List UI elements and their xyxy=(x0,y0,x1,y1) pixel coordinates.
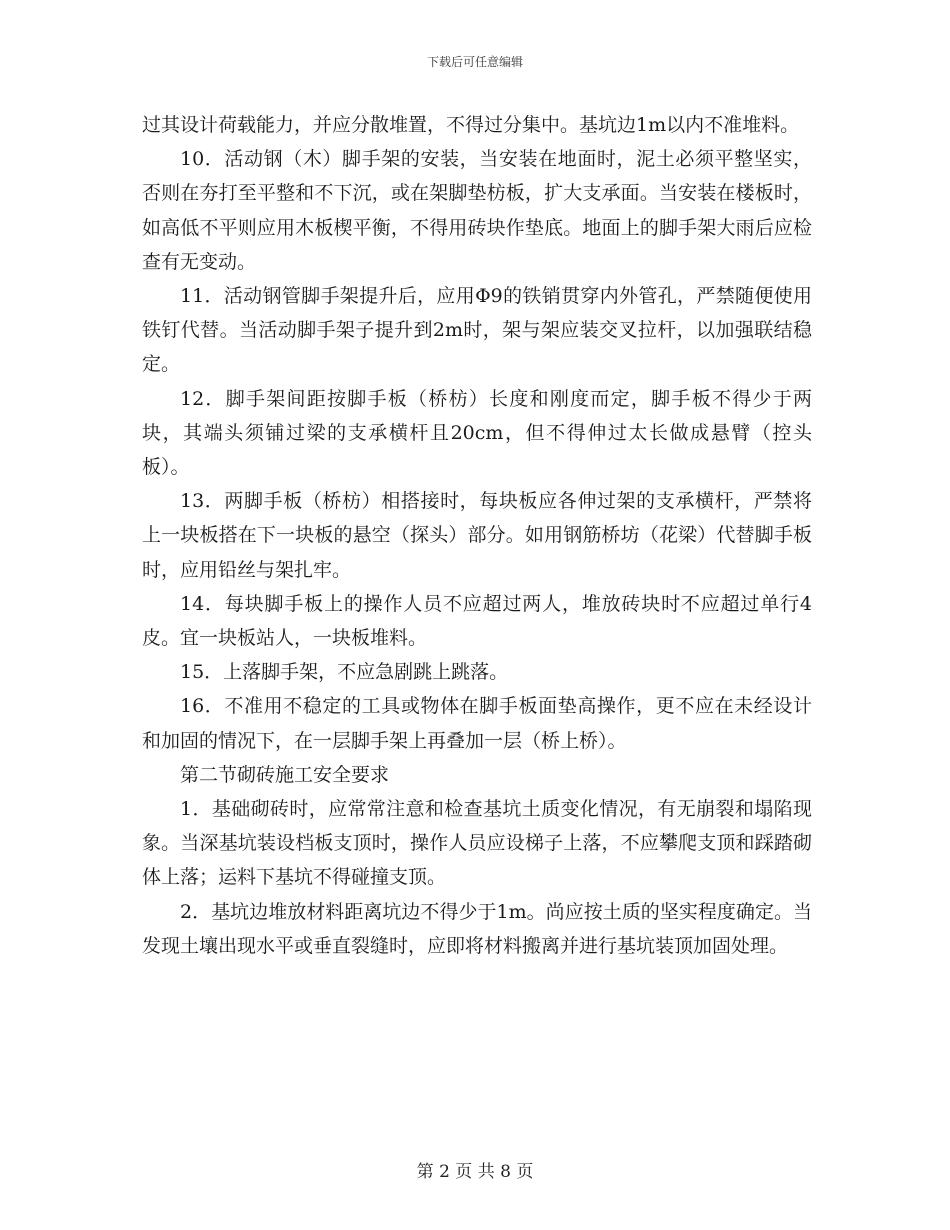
paragraph: 12．脚手架间距按脚手板（桥枋）长度和刚度而定，脚手板不得少于两块，其端头须铺过梁的支承横杆且20cm，但不得伸过太长做成悬臂（控头板）。 xyxy=(142,387,812,479)
paragraph: 11．活动钢管脚手架提升后，应用Φ9的铁销贯穿内外管孔，严禁随便使用铁钉代替。当活动脚手架子提升到2m时，架与架应装交叉拉杆，以加强联结稳定。 xyxy=(142,285,812,376)
page-header: 下载后可任意编辑 xyxy=(426,55,523,69)
section-heading: 第二节砌砖施工安全要求 xyxy=(180,763,390,786)
paragraph: 15．上落脚手架，不应急剧跳上跳落。 xyxy=(180,661,509,684)
paragraph: 16．不准用不稳定的工具或物体在脚手板面垫高操作，更不应在未经设计和加固的情况下，在一层脚手架上再叠加一层（桥上桥）。 xyxy=(142,695,812,752)
page-number: 第 2 页 共 8 页 xyxy=(416,1162,534,1182)
paragraph: 13．两脚手板（桥枋）相搭接时，每块板应各伸过架的支承横杆，严禁将上一块板搭在下一块板的悬空（探头）部分。如用钢筋桥坊（花梁）代替脚手板时，应用铅丝与架扎牢。 xyxy=(142,490,812,581)
document-body xyxy=(142,108,812,963)
paragraph: 10．活动钢（木）脚手架的安装，当安装在地面时，泥土必须平整坚实，否则在夯打至平整和不下沉，或在架脚垫枋板，扩大支承面。当安装在楼板时，如高低不平则应用木板楔平衡，不得用砖块作垫底。地面上的脚手架大雨后应检查有无变动。 xyxy=(142,148,812,273)
paragraph: 过其设计荷载能力，并应分散堆置，不得过分集中。基坑边1m以内不准堆料。 xyxy=(142,114,800,136)
paragraph: 1．基础砌砖时，应常常注意和检查基坑土质变化情况，有无崩裂和塌陷现象。当深基坑装设档板支顶时，操作人员应设梯子上落，不应攀爬支顶和踩踏砌体上落；运料下基坑不得碰撞支顶。 xyxy=(142,798,812,889)
paragraph: 2．基坑边堆放材料距离坑边不得少于1m。尚应按土质的坚实程度确定。当发现土壤出现水平或垂直裂缝时，应即将材料搬离并进行基坑装顶加固处理。 xyxy=(142,900,812,957)
paragraph: 14．每块脚手板上的操作人员不应超过两人，堆放砖块时不应超过单行4皮。宜一块板站人，一块板堆料。 xyxy=(142,592,812,650)
